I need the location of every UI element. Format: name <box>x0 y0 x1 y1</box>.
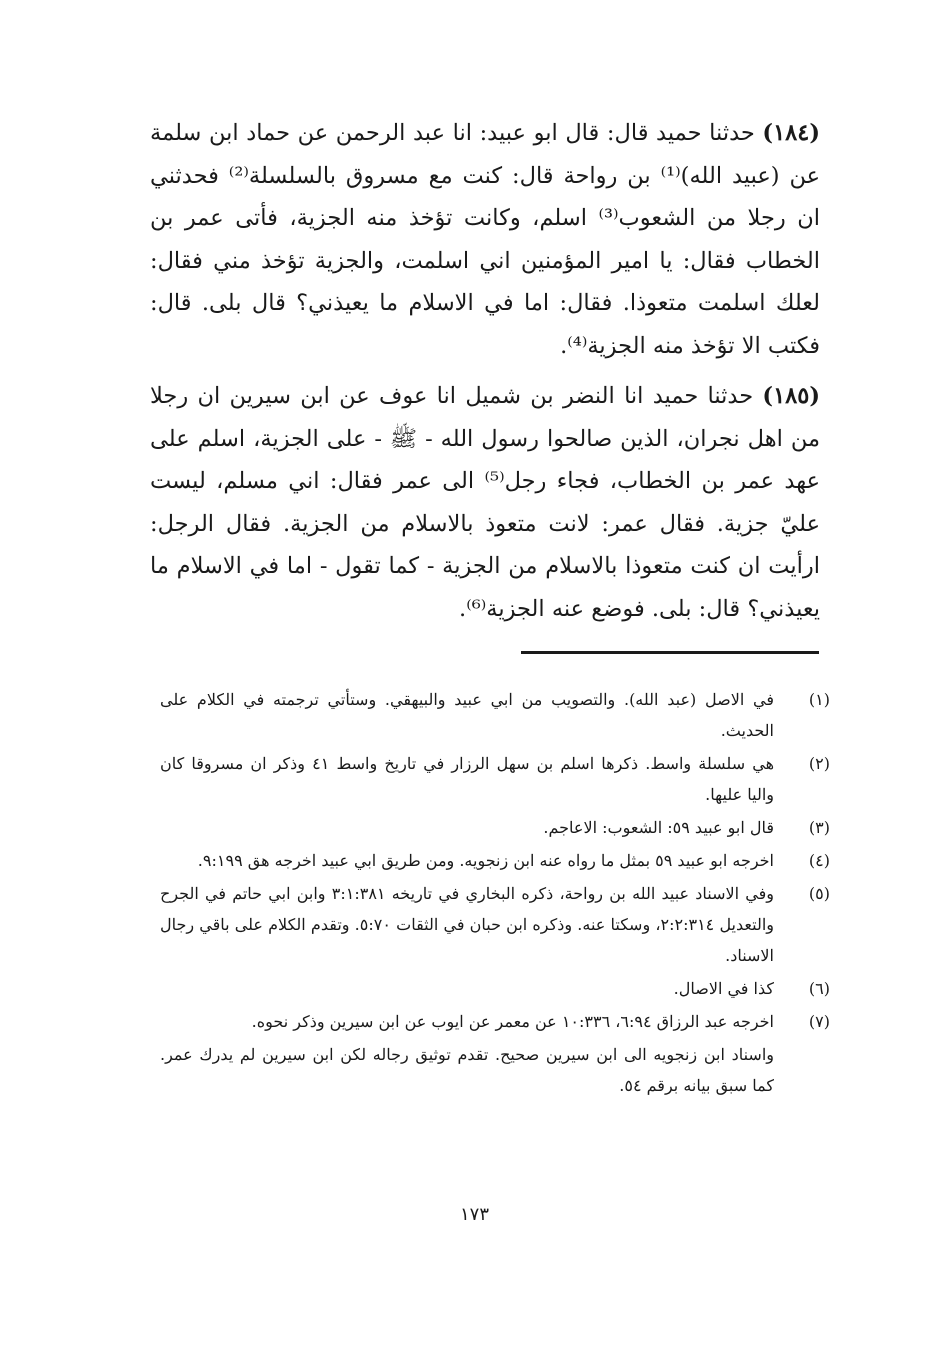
footnote-text: اخرجه ابو عبيد ٥٩ بمثل ما رواه عنه ابن زنجويه. ومن طريق ابي عبيد اخرجه هق ٩:١٩٩. <box>197 851 774 870</box>
page-number: ١٧٣ <box>459 1204 489 1225</box>
footnote-number: (٢) <box>808 754 830 773</box>
footnote-text: قال ابو عبيد ٥٩: الشعوب: الاعاجم. <box>543 818 774 837</box>
hadith-number: (١٨٥) <box>762 383 820 409</box>
footnote <box>160 812 830 843</box>
footnote <box>160 973 830 1004</box>
footnote <box>160 1006 830 1037</box>
footnote <box>160 845 830 876</box>
hadith-number: (١٨٤) <box>762 120 820 146</box>
footnote-text: اخرجه عبد الرزاق ٦:٩٤، ١٠:٣٣٦ عن معمر عن ايوب عن ابن سيرين وذكر نحوه. <box>251 1012 774 1031</box>
footnote-number: (٧) <box>808 1012 830 1031</box>
main-text <box>150 112 820 638</box>
footnote-number: (١) <box>808 690 830 709</box>
footnote <box>160 684 830 746</box>
footnote-number: (٤) <box>808 851 830 870</box>
footnote <box>160 878 830 971</box>
hadith-text: حدثنا حميد قال: قال ابو عبيد: انا عبد الرحمن عن حماد ابن سلمة عن (عبيد الله)⁽¹⁾ بن رواحة قال: كنت مع مسروق بالسلسلة⁽²⁾ فحدثني ان رجلا من الشعوب⁽³⁾ اسلم، وكانت تؤخذ منه الجزية، فأتى عمر بن الخطاب فقال: يا امير المؤمنين اني اسلمت، والجزية تؤخذ مني فقال: لعلك اسلمت متعوذا. فقال: اما في الاسلام ما يعيذني؟ قال بلى. قال: فكتب الا تؤخذ منه الجزية⁽⁴⁾. <box>150 120 821 359</box>
footnote-continuation: واسناد ابن زنجويه الى ابن سيرين صحيح. تقدم توثيق رجاله لكن ابن سيرين لم يدرك عمر. كما سبق بيانه برقم ٥٤. <box>160 1045 774 1095</box>
footnote-divider <box>521 651 819 654</box>
footnote-text: في الاصل (عبد الله). والتصويب من ابي عبيد والبيهقي. وستأتي ترجمته في الكلام على الحديث. <box>160 690 774 740</box>
hadith-185 <box>150 375 820 630</box>
footnote-text: كذا في الاصال. <box>673 979 774 998</box>
footnote-text: هي سلسلة واسط. ذكرها اسلم بن سهل الرزار في تاريخ واسط ٤١ وذكر ان مسروقا كان واليا عليها. <box>160 754 775 804</box>
footnote-number: (٦) <box>808 979 830 998</box>
footnote-text: وفي الاسناد عبيد الله بن رواحة، ذكره البخاري في تاريخه ٣:١:٣٨١ وابن ابي حاتم في الجرح والتعديل ٢:٢:٣١٤، وسكتا عنه. وذكره ابن حبان في الثقات ٥:٧٠. وتقدم الكلام على باقي رجال الاسناد. <box>160 884 775 965</box>
footnote <box>160 748 830 810</box>
hadith-184 <box>150 112 820 367</box>
hadith-text: حدثنا حميد انا النضر بن شميل انا عوف عن ابن سيرين ان رجلا من اهل نجران، الذين صالحوا رسول الله - ﷺ - على الجزية، اسلم على عهد عمر بن الخطاب، فجاء رجل⁽⁵⁾ الى عمر فقال: اني مسلم، ليست عليّ جزية. فقال عمر: لانت متعوذ بالاسلام من الجزية. فقال الرجل: ارأيت ان كنت متعوذا بالاسلام من الجزية - كما تقول - اما في الاسلام ما يعيذني؟ قال: بلى. فوضع عنه الجزية⁽⁶⁾. <box>150 383 820 622</box>
footnotes <box>160 684 830 1101</box>
footnote-number: (٥) <box>808 884 830 903</box>
footnote-number: (٣) <box>808 818 830 837</box>
